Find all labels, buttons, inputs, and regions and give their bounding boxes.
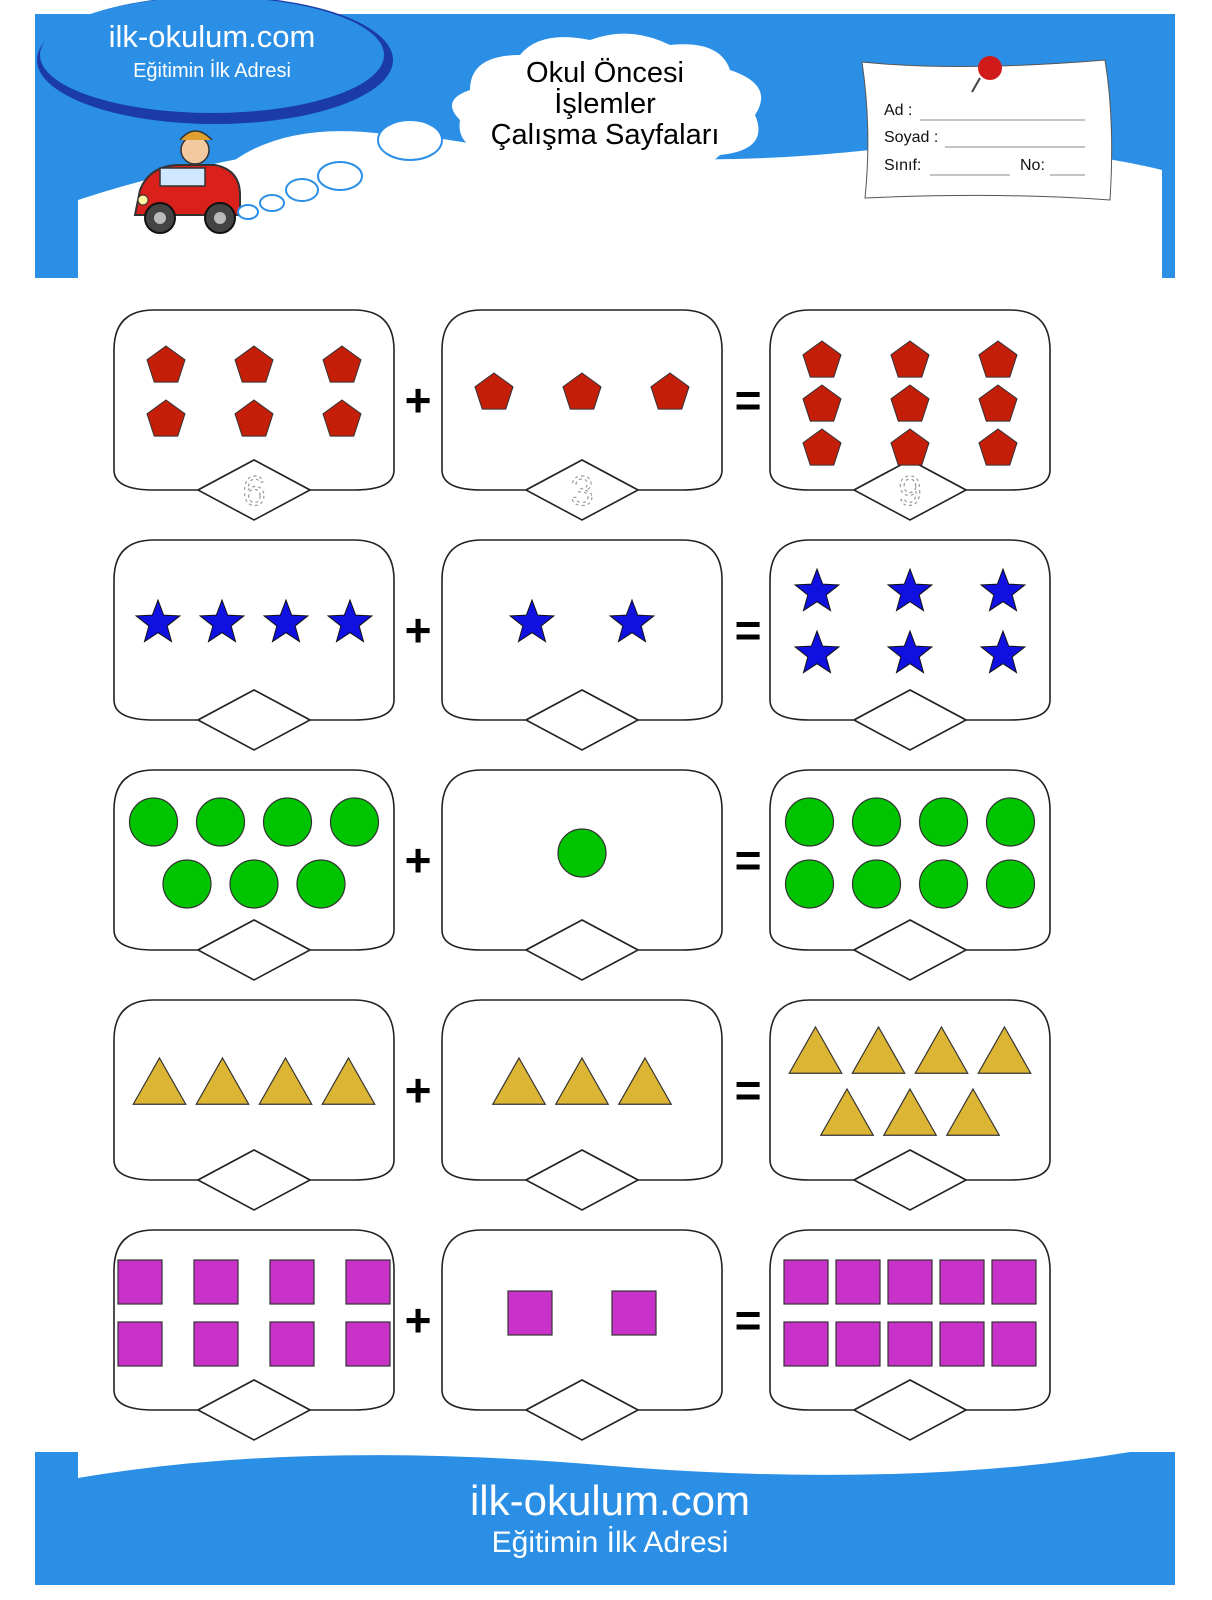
pushpin-icon [978,56,1002,80]
answer-hint: 9 [898,467,922,514]
title-line-1: Okul Öncesi [526,57,684,89]
plus-sign: + [404,834,432,886]
surname-label: Soyad : [884,129,939,146]
shape-box [114,540,394,750]
square-icon [940,1260,984,1304]
square-icon [940,1322,984,1366]
shape-box [770,310,1050,520]
equals-sign: = [734,604,762,656]
square-icon [836,1260,880,1304]
exercise-grid [114,310,1050,1440]
shape-box [114,310,394,520]
shape-box [442,540,722,750]
equals-sign: = [734,1294,762,1346]
circle-icon [230,860,278,908]
square-icon [346,1322,390,1366]
site-logo[interactable] [37,0,393,124]
answer-hint: 6 [242,467,266,514]
square-icon [508,1291,552,1335]
circle-icon [786,798,834,846]
equals-sign: = [734,834,762,886]
circle-icon [297,860,345,908]
shape-box [114,1230,394,1440]
square-icon [784,1260,828,1304]
name-label: Ad : [884,102,913,119]
student-info-card [862,56,1112,200]
plus-sign: + [404,1064,432,1116]
exercise-row [114,1000,1050,1210]
square-icon [118,1322,162,1366]
circle-icon [264,798,312,846]
shape-box [442,1000,722,1210]
circle-icon [853,860,901,908]
site-name: ilk-okulum.com [108,19,316,54]
shape-box [770,1000,1050,1210]
circle-icon [786,860,834,908]
exercise-row [114,540,1050,750]
circle-icon [163,860,211,908]
circle-icon [130,798,178,846]
shape-box [114,770,394,980]
square-icon [346,1260,390,1304]
shape-box [770,540,1050,750]
exercise-row [114,310,1050,520]
circle-icon [920,860,968,908]
square-icon [836,1322,880,1366]
shape-box [114,1000,394,1210]
square-icon [784,1322,828,1366]
circle-icon [920,798,968,846]
title-line-3: Çalışma Sayfaları [490,119,720,151]
plus-sign: + [404,374,432,426]
square-icon [194,1260,238,1304]
circle-icon [331,798,379,846]
footer-site-name[interactable]: ilk-okulum.com [469,1477,751,1524]
footer-banner [35,1452,1175,1585]
square-icon [194,1322,238,1366]
square-icon [992,1322,1036,1366]
title-line-2: İşlemler [554,88,656,120]
square-icon [888,1322,932,1366]
circle-icon [853,798,901,846]
shape-box [770,770,1050,980]
plus-sign: + [404,1294,432,1346]
circle-icon [197,798,245,846]
square-icon [270,1260,314,1304]
circle-icon [987,860,1035,908]
shape-box [442,310,722,520]
equals-sign: = [734,374,762,426]
footer-site-slogan: Eğitimin İlk Adresi [491,1526,729,1559]
circle-icon [987,798,1035,846]
square-icon [270,1322,314,1366]
shape-box [770,1230,1050,1440]
site-slogan: Eğitimin İlk Adresi [133,60,291,82]
number-label: No: [1020,157,1045,174]
square-icon [118,1260,162,1304]
answer-hint: 3 [570,467,594,514]
square-icon [888,1260,932,1304]
plus-sign: + [404,604,432,656]
equals-sign: = [734,1064,762,1116]
exercise-row [114,770,1050,980]
exercise-row [114,1230,1050,1440]
circle-icon [558,829,606,877]
class-label: Sınıf: [884,157,922,174]
square-icon [612,1291,656,1335]
shape-box [442,1230,722,1440]
square-icon [992,1260,1036,1304]
shape-box [442,770,722,980]
